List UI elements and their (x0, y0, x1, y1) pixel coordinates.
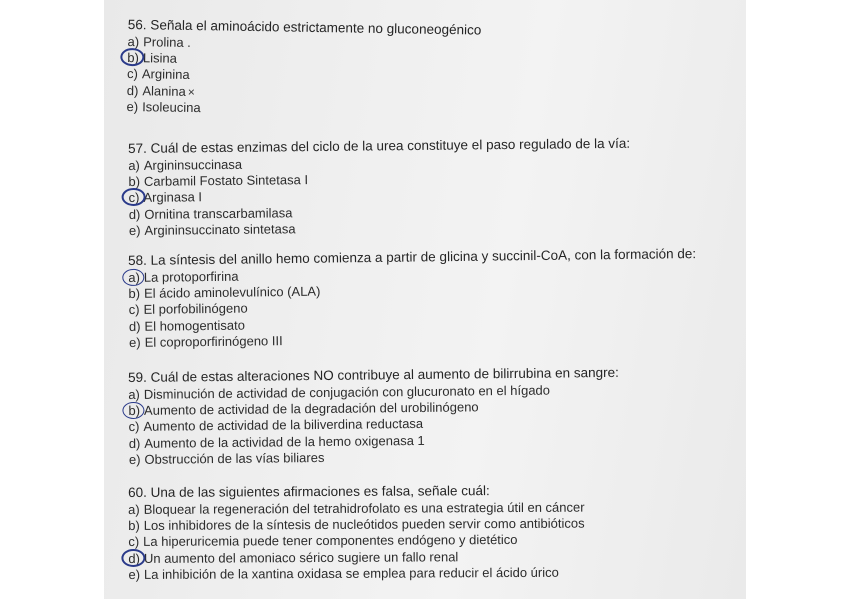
question-stem: 58. La síntesis del anillo hemo comienza a partir de glicina y succinil-CoA, con la formación de: (128, 246, 697, 268)
option-b: b) Aumento de actividad de la degradación del urobilinógeno (128, 397, 728, 419)
option-d: d) Ornitina transcarbamilasa (128, 204, 293, 222)
option-d: d) Un aumento del amoniaco sérico sugiere un fallo renal (128, 547, 728, 566)
option-d: d) El homogentisato (128, 317, 246, 334)
exam-sheet (104, 0, 746, 599)
cross-mark: × (187, 84, 195, 99)
option-d: d) Alanina × (126, 82, 195, 99)
question-stem: 57. Cuál de estas enzimas del ciclo de la urea constituye el paso regulado de la vía: (128, 135, 631, 156)
question-56 (126, 16, 727, 124)
option-b: b) Carbamil Fostato Sintetasa I (128, 172, 309, 190)
option-a: a) La protoporfirina (128, 263, 728, 287)
option-e: e) Argininsuccinato sintetasa (128, 221, 296, 238)
option-c: c) El porfobilinógeno (128, 300, 248, 318)
option-b: b) El ácido aminolevulínico (ALA) (128, 283, 321, 302)
option-e: e) Isoleucina (126, 98, 201, 115)
option-a: a) Bloquear la regeneración del tetrahidrofolato es una estrategia útil en cáncer (128, 499, 585, 517)
question-59 (128, 363, 729, 468)
option-b: b) Los inhibidores de la síntesis de nucleótidos pueden servir como antibióticos (128, 515, 585, 534)
question-stem: 59. Cuál de estas alteraciones NO contribuye al aumento de bilirrubina en sangre: (128, 364, 619, 385)
option-e: e) La inhibición de la xantina oxidasa se emplea para reducir el ácido úrico (128, 564, 559, 582)
option-a: a) Argininsuccinasa (128, 156, 243, 173)
question-stem: 60. Una de las siguientes afirmaciones es falsa, señale cuál: (128, 483, 490, 500)
question-60 (128, 481, 729, 583)
question-stem: 56. Señala el aminoácido estrictamente no gluconeogénico (127, 16, 482, 38)
option-c: c) Arginina (126, 66, 190, 83)
option-c: c) Arginasa I (129, 184, 729, 206)
option-c: c) Aumento de actividad de la biliverdina reductasa (128, 416, 424, 435)
option-b: b) Lisina (127, 50, 727, 76)
question-57 (128, 134, 729, 239)
option-e: e) Obstrucción de las vías biliares (128, 449, 325, 467)
option-d: d) Aumento de la actividad de la hemo oxigenasa 1 (128, 432, 425, 451)
option-e: e) El coproporfirinógeno III (129, 332, 283, 350)
question-58 (128, 245, 729, 351)
option-a: a) Prolina . (127, 33, 191, 50)
option-a: a) Disminución de actividad de conjugación con glucuronato en el hígado (128, 382, 551, 402)
option-c: c) La hiperuricemia puede tener componentes endógeno y dietético (128, 532, 518, 550)
